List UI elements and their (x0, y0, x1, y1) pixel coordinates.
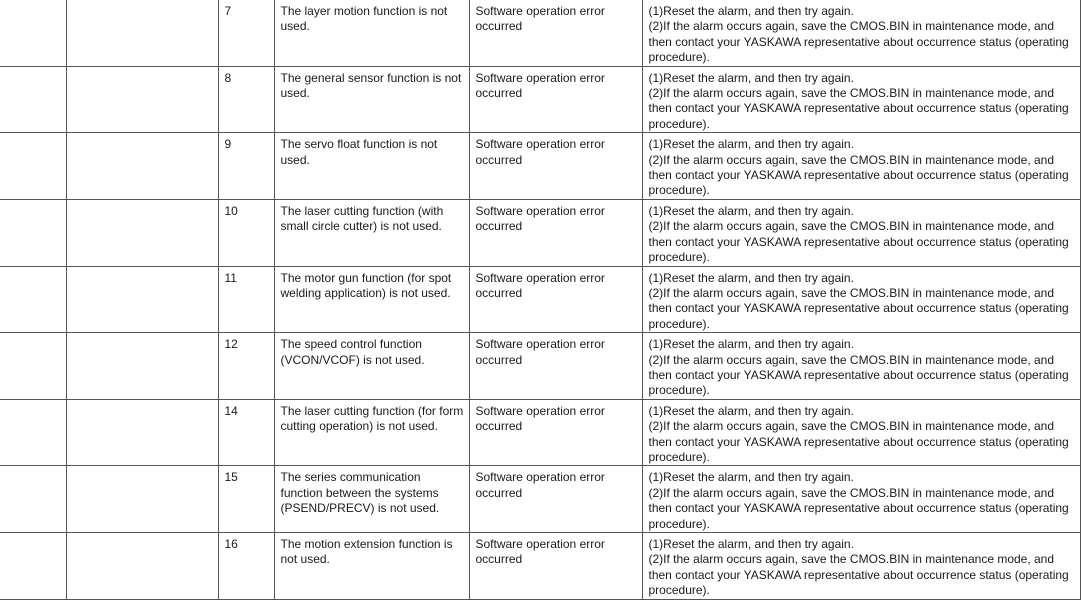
sub-code-cell: 9 (218, 133, 274, 200)
table-row (0, 333, 1080, 400)
alarm-name-cell (66, 266, 218, 333)
remedy-cell (642, 533, 1080, 600)
cause-cell: Software operation error occurred (469, 266, 642, 333)
alarm-code-cell (0, 466, 66, 533)
alarm-code-cell (0, 66, 66, 133)
description-cell: The motor gun function (for spot welding application) is not used. (274, 266, 469, 333)
table-row (0, 199, 1080, 266)
alarm-name-cell (66, 333, 218, 400)
cause-cell: Software operation error occurred (469, 399, 642, 466)
remedy-step-2: (2)If the alarm occurs again, save the CMOS.BIN in maintenance mode, and then contact your YASKAWA representative about occurrence status (operating procedure). (648, 219, 1069, 265)
alarm-name-cell (66, 466, 218, 533)
remedy-cell (642, 399, 1080, 466)
remedy-step-1: (1)Reset the alarm, and then try again. (648, 4, 854, 18)
cause-cell: Software operation error occurred (469, 333, 642, 400)
table-row (0, 399, 1080, 466)
remedy-step-1: (1)Reset the alarm, and then try again. (648, 537, 854, 551)
remedy-cell (642, 466, 1080, 533)
table-row (0, 133, 1080, 200)
alarm-code-cell (0, 199, 66, 266)
remedy-cell (642, 266, 1080, 333)
remedy-cell (642, 333, 1080, 400)
description-cell: The layer motion function is not used. (274, 0, 469, 66)
table-row (0, 0, 1080, 66)
description-cell: The laser cutting function (for form cutting operation) is not used. (274, 399, 469, 466)
sub-code-cell: 11 (218, 266, 274, 333)
alarm-code-cell (0, 399, 66, 466)
remedy-step-2: (2)If the alarm occurs again, save the CMOS.BIN in maintenance mode, and then contact your YASKAWA representative about occurrence status (operating procedure). (648, 352, 1069, 398)
remedy-step-1: (1)Reset the alarm, and then try again. (648, 470, 854, 485)
alarm-name-cell (66, 66, 218, 133)
remedy-step-1: (1)Reset the alarm, and then try again. (648, 403, 854, 418)
sub-code-cell: 12 (218, 333, 274, 400)
description-cell: The speed control function (VCON/VCOF) is not used. (274, 333, 469, 400)
description-cell: The general sensor function is not used. (274, 66, 469, 133)
remedy-step-2: (2)If the alarm occurs again, save the CMOS.BIN in maintenance mode, and then contact your YASKAWA representative about occurrence status (operating procedure). (648, 419, 1069, 464)
description-cell: The laser cutting function (with small circle cutter) is not used. (274, 199, 469, 266)
sub-code-cell: 8 (218, 66, 274, 133)
alarm-code-cell (0, 333, 66, 400)
cause-cell: Software operation error occurred (469, 66, 642, 133)
alarm-name-cell (66, 399, 218, 466)
table-row (0, 66, 1080, 133)
cause-cell: Software operation error occurred (469, 466, 642, 533)
remedy-cell (642, 0, 1080, 66)
alarm-name-cell (66, 199, 218, 266)
table-row (0, 266, 1080, 333)
remedy-step-2: (2)If the alarm occurs again, save the CMOS.BIN in maintenance mode, and then contact your YASKAWA representative about occurrence status (operating procedure). (648, 86, 1069, 131)
remedy-step-2: (2)If the alarm occurs again, save the CMOS.BIN in maintenance mode, and then contact your YASKAWA representative about occurrence status (operating procedure). (648, 552, 1069, 598)
alarm-name-cell (66, 0, 218, 66)
remedy-step-1: (1)Reset the alarm, and then try again. (648, 270, 854, 285)
sub-code-cell: 16 (218, 533, 274, 600)
sub-code-cell: 14 (218, 399, 274, 466)
remedy-cell (642, 66, 1080, 133)
alarm-code-cell (0, 0, 66, 66)
remedy-cell (642, 199, 1080, 266)
remedy-step-1: (1)Reset the alarm, and then try again. (648, 203, 854, 218)
description-cell: The servo float function is not used. (274, 133, 469, 200)
remedy-step-2: (2)If the alarm occurs again, save the CMOS.BIN in maintenance mode, and then contact your YASKAWA representative about occurrence status (operating procedure). (648, 19, 1069, 65)
cause-cell: Software operation error occurred (469, 133, 642, 200)
remedy-step-1: (1)Reset the alarm, and then try again. (648, 70, 854, 85)
description-cell: The series communication function between the systems (PSEND/PRECV) is not used. (274, 466, 469, 533)
table-row (0, 533, 1080, 600)
cause-cell: Software operation error occurred (469, 533, 642, 600)
table-row (0, 466, 1080, 533)
remedy-step-1: (1)Reset the alarm, and then try again. (648, 337, 854, 352)
remedy-step-2: (2)If the alarm occurs again, save the CMOS.BIN in maintenance mode, and then contact your YASKAWA representative about occurrence status (operating procedure). (648, 485, 1069, 531)
remedy-step-2: (2)If the alarm occurs again, save the CMOS.BIN in maintenance mode, and then contact your YASKAWA representative about occurrence status (operating procedure). (648, 152, 1069, 198)
remedy-step-1: (1)Reset the alarm, and then try again. (648, 137, 854, 152)
sub-code-cell: 7 (218, 0, 274, 66)
sub-code-cell: 15 (218, 466, 274, 533)
sub-code-cell: 10 (218, 199, 274, 266)
cause-cell: Software operation error occurred (469, 0, 642, 66)
cause-cell: Software operation error occurred (469, 199, 642, 266)
alarm-code-cell (0, 133, 66, 200)
alarm-code-cell (0, 266, 66, 333)
remedy-cell (642, 133, 1080, 200)
description-cell: The motion extension function is not used. (274, 533, 469, 600)
alarm-name-cell (66, 133, 218, 200)
alarm-code-cell (0, 533, 66, 600)
alarm-name-cell (66, 533, 218, 600)
remedy-step-2: (2)If the alarm occurs again, save the CMOS.BIN in maintenance mode, and then contact your YASKAWA representative about occurrence status (operating procedure). (648, 285, 1069, 331)
